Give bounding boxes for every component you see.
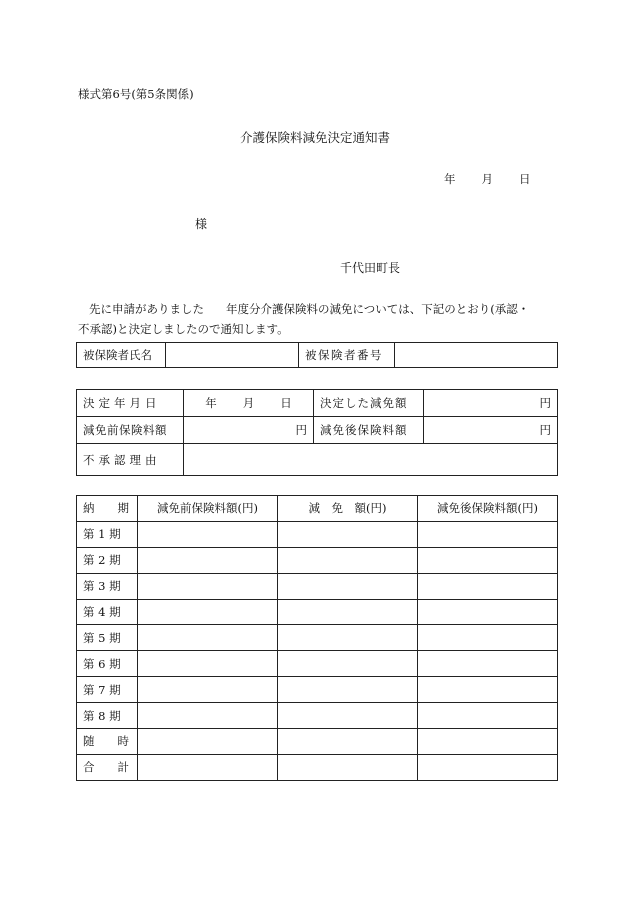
reduction-cell[interactable] (278, 625, 418, 651)
table-row (77, 754, 558, 780)
intro-part2: 年度分介護保険料の減免については、下記のとおり(承認・ (226, 302, 530, 316)
period-label: 第 3 期 (77, 573, 138, 599)
table-row (77, 703, 558, 729)
date-month: 月 (481, 172, 493, 186)
period-label: 第 4 期 (77, 599, 138, 625)
decision-date-year: 年 (205, 396, 217, 410)
installment-table (76, 495, 558, 781)
period-label: 第 8 期 (77, 703, 138, 729)
before-cell[interactable] (138, 573, 278, 599)
decision-date-day: 日 (280, 396, 292, 410)
after-cell[interactable] (418, 625, 558, 651)
after-premium-label: 減免後保険料額 (314, 417, 424, 444)
after-cell[interactable] (418, 651, 558, 677)
period-label: 第 6 期 (77, 651, 138, 677)
period-label: 第 7 期 (77, 677, 138, 703)
table-row (77, 651, 558, 677)
insured-name-field[interactable] (166, 343, 299, 368)
issuer: 千代田町長 (340, 261, 401, 275)
before-cell[interactable] (138, 625, 278, 651)
decision-table (76, 389, 558, 476)
table-row (77, 625, 558, 651)
before-cell[interactable] (138, 703, 278, 729)
after-cell[interactable] (418, 573, 558, 599)
before-cell[interactable] (138, 754, 278, 780)
decision-date-month: 月 (242, 396, 255, 410)
period-label: 随 時 (77, 729, 138, 755)
after-cell[interactable] (418, 677, 558, 703)
before-premium-label: 減免前保険料額 (77, 417, 184, 444)
reduction-cell[interactable] (278, 573, 418, 599)
before-cell[interactable] (138, 677, 278, 703)
reject-reason-label: 不承認理由 (77, 444, 184, 476)
form-number: 様式第6号(第5条関係) (78, 87, 194, 101)
reduction-cell[interactable] (278, 547, 418, 573)
insured-number-field[interactable] (395, 343, 558, 368)
decision-date-label: 決定年月日 (77, 390, 184, 417)
after-cell[interactable] (418, 547, 558, 573)
table-row (77, 729, 558, 755)
table-row (77, 677, 558, 703)
after-premium-field[interactable]: 円 (424, 417, 558, 444)
period-label: 第 5 期 (77, 625, 138, 651)
after-cell[interactable] (418, 599, 558, 625)
date-year: 年 (444, 172, 456, 186)
reduction-cell[interactable] (278, 754, 418, 780)
document-title: 介護保険料減免決定通知書 (239, 130, 390, 145)
reduction-amount-field[interactable]: 円 (424, 390, 558, 417)
after-cell[interactable] (418, 521, 558, 547)
after-cell[interactable] (418, 754, 558, 780)
reduction-cell[interactable] (278, 521, 418, 547)
reduction-cell[interactable] (278, 703, 418, 729)
reduction-cell[interactable] (278, 651, 418, 677)
header-after-premium: 減免後保険料額(円) (418, 496, 558, 522)
table-row (77, 521, 558, 547)
before-cell[interactable] (138, 599, 278, 625)
header-reduction: 減 免 額(円) (278, 496, 418, 522)
intro-line2: 不承認)と決定しましたので通知します。 (78, 322, 289, 336)
reduction-amount-label: 決定した減免額 (314, 390, 424, 417)
reject-reason-field[interactable] (184, 444, 558, 476)
reduction-cell[interactable] (278, 729, 418, 755)
addressee: 様 (195, 217, 208, 231)
period-label: 第 1 期 (77, 521, 138, 547)
period-label: 合 計 (77, 754, 138, 780)
before-cell[interactable] (138, 729, 278, 755)
after-cell[interactable] (418, 729, 558, 755)
reduction-cell[interactable] (278, 599, 418, 625)
intro-part1: 先に申請がありました (89, 302, 204, 316)
header-before-premium: 減免前保険料額(円) (138, 496, 278, 522)
after-cell[interactable] (418, 703, 558, 729)
decision-date-field[interactable] (184, 390, 314, 417)
before-cell[interactable] (138, 521, 278, 547)
header-due-period: 納 期 (77, 496, 138, 522)
before-premium-field[interactable]: 円 (184, 417, 314, 444)
date-day: 日 (519, 172, 531, 186)
insured-number-label: 被保険者番号 (299, 343, 395, 368)
issue-date (444, 171, 531, 187)
table-row (77, 573, 558, 599)
insured-table (76, 342, 558, 368)
insured-name-label: 被保険者氏名 (77, 343, 166, 368)
before-cell[interactable] (138, 547, 278, 573)
table-row (77, 547, 558, 573)
intro-text (78, 299, 558, 339)
period-label: 第 2 期 (77, 547, 138, 573)
table-row (77, 599, 558, 625)
reduction-cell[interactable] (278, 677, 418, 703)
installment-header-row (77, 496, 558, 522)
before-cell[interactable] (138, 651, 278, 677)
